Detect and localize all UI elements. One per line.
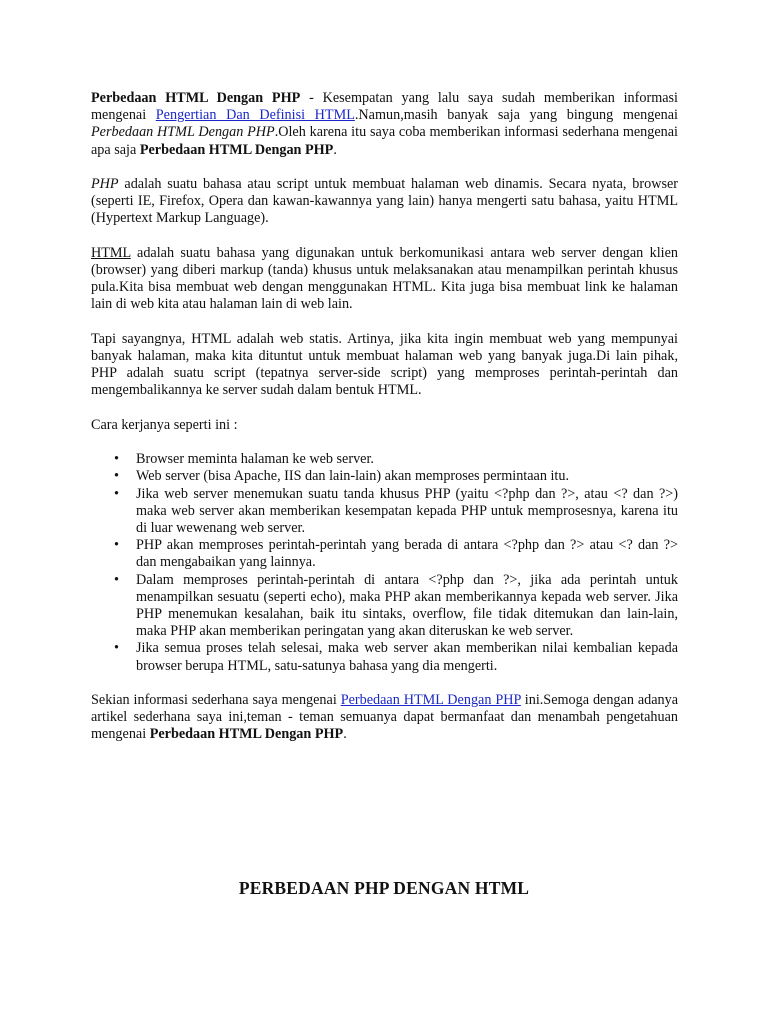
intro-paragraph: [91, 90, 678, 159]
closing-text-1: Sekian informasi sederhana saya mengenai: [91, 692, 341, 709]
link-pengertian-html[interactable]: Pengertian Dan Definisi HTML: [155, 107, 355, 124]
intro-text-3: .Oleh karena itu saya coba memberikan informasi sederhana mengenai apa saja: [91, 124, 678, 158]
intro-text-4: .: [333, 141, 337, 158]
list-item: • Jika web server menemukan suatu tanda khusus PHP (yaitu <?php dan ?>, atau <? dan ?>) maka web server akan memberikan kesempatan kepada PHP untuk memprosesnya, karena itu di luar wewenang web server.: [136, 486, 678, 538]
list-item: • Browser meminta halaman ke web server.: [136, 451, 678, 468]
intro-bold-title: Perbedaan HTML Dengan PHP: [91, 90, 301, 106]
php-paragraph: [91, 176, 678, 228]
closing-bold-title: Perbedaan HTML Dengan PHP: [149, 726, 344, 743]
list-item: • PHP akan memproses perintah-perintah yang berada di antara <?php dan ?> atau <? dan ?> dan mengabaikan yang lainnya.: [136, 537, 678, 571]
section-heading: PERBEDAAN PHP DENGAN HTML: [238, 878, 530, 898]
php-term: PHP: [91, 176, 119, 192]
list-item: • Dalam memproses perintah-perintah di antara <?php dan ?>, jika ada perintah untuk menampilkan sesuatu (seperti echo), maka PHP akan memberikannya kepada web server. Jika PHP menemukan kesalahan, baik itu sintaks, overflow, file tidak ditemukan dan lain-lain, maka PHP akan memberikan peringatan yang akan diteruskan ke web server.: [136, 572, 678, 641]
closing-text-3: .: [343, 726, 347, 743]
static-paragraph: Tapi sayangnya, HTML adalah web statis. Artinya, jika kita ingin membuat web yang mempunyai banyak halaman, maka kita dituntut untuk membuat halaman web yang banyak juga.Di lain pihak, PHP adalah suatu script (tepatnya server-side script) yang memproses perintah-perintah dan mengembalikannya ke server sudah dalam bentuk HTML.: [91, 330, 678, 399]
intro-bold-title-2: Perbedaan HTML Dengan PHP: [139, 141, 334, 158]
list-item: • Jika semua proses telah selesai, maka web server akan memberikan nilai kembalian kepada browser berupa HTML, satu-satunya bahasa yang dia mengerti.: [136, 640, 678, 674]
html-term: HTML: [91, 244, 131, 261]
intro-text-2: .Namun,masih banyak saja yang bingung mengenai: [354, 107, 678, 124]
html-paragraph: [91, 245, 678, 314]
html-paragraph-text: adalah suatu bahasa yang digunakan untuk berkomunikasi antara web server dengan klien (browser) yang diberi markup (tanda) khusus untuk melaksanakan atau menampilkan perintah khusus pula.Kita bisa membuat web dengan menggunakan HTML. Kita juga bisa membuat link ke halaman lain di web kita atau halaman lain di web lain.: [91, 244, 678, 313]
closing-text-2: ini.Semoga dengan adanya artikel sederhana saya ini,teman - teman semuanya dapat bermanfaat dan menambah pengetahuan mengenai: [91, 692, 679, 743]
steps-list: [91, 451, 678, 675]
link-perbedaan-html-php[interactable]: Perbedaan HTML Dengan PHP: [340, 692, 521, 709]
list-item: • Web server (bisa Apache, IIS dan lain-lain) akan memproses permintaan itu.: [136, 468, 678, 485]
document-body: [91, 90, 678, 761]
closing-paragraph: [91, 692, 678, 744]
how-it-works-intro: Cara kerjanya seperti ini :: [91, 416, 238, 433]
intro-text-1: - Kesempatan yang lalu saya sudah memberikan informasi mengenai: [91, 90, 678, 124]
intro-italic-title: Perbedaan HTML Dengan PHP: [91, 124, 275, 141]
php-paragraph-text: adalah suatu bahasa atau script untuk membuat halaman web dinamis. Secara nyata, browser (seperti IE, Firefox, Opera dan kawan-kawannya yang lain) hanya mengerti satu bahasa, yaitu HTML (Hypertext Markup Language).: [91, 176, 678, 227]
